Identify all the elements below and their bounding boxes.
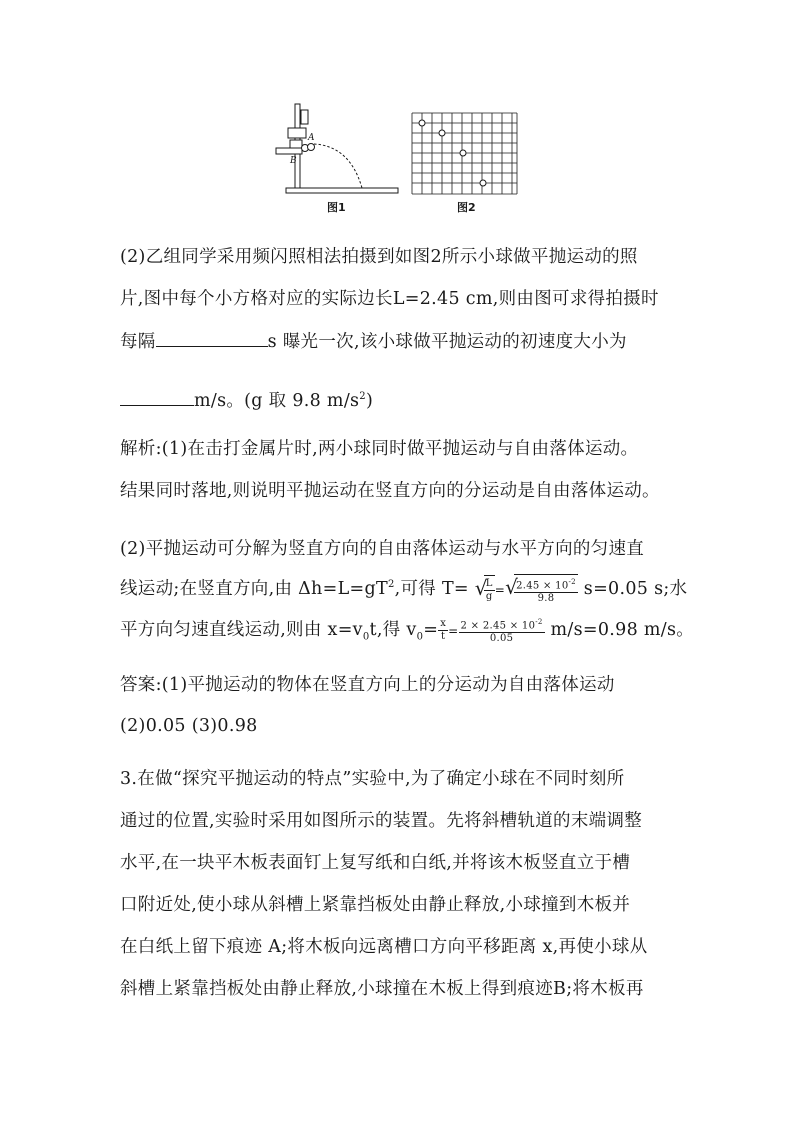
q3-line-1: 3.在做“探究平抛运动的特点”实验中,为了确定小球在不同时刻所 <box>120 769 625 789</box>
figure-1-apparatus <box>270 100 405 197</box>
analysis-line-5-sub2: 0 <box>416 631 424 643</box>
q2-line-4-sup: 2 <box>359 391 366 402</box>
sqrt-numeric: √ $\frac{2.45 \times 10^{-2}}{9.8}$ <box>505 574 576 604</box>
q2-line-4-end: ) <box>365 390 374 411</box>
answer-line-1: 答案:(1)平抛运动的物体在竖直方向上的分运动为自由落体运动 <box>120 675 615 695</box>
flash-point-1 <box>419 120 425 126</box>
frac4-num-sup: -2 <box>535 618 543 626</box>
flash-point-4 <box>480 180 486 186</box>
q2-line-3-post: s 曝光一次,该小球做平抛运动的初速度大小为 <box>267 332 627 352</box>
frac4-num: 2 × 2.45 × 10 <box>460 620 536 632</box>
analysis-line-5-post: m/s=0.98 m/s。 <box>544 620 695 641</box>
fig1-label-b: B <box>290 156 297 166</box>
q3-line-4: 口附近处,使小球从斜槽上紧靠挡板处由静止释放,小球撞到木板并 <box>120 895 631 915</box>
figure-2-grid <box>411 112 519 196</box>
answer-line-2: (2)0.05 (3)0.98 <box>120 716 258 736</box>
analysis-line-4-post: s=0.05 s;水 <box>577 578 688 599</box>
q2-line-1: (2)乙组同学采用频闪照相法拍摄到如图2所示小球做平抛运动的照 <box>120 247 638 267</box>
frac-x-over-t <box>438 618 448 643</box>
q3-line-6: 斜槽上紧靠挡板处由静止释放,小球撞在木板上得到痕迹B;将木板再 <box>120 979 644 999</box>
analysis-line-3: (2)平抛运动可分解为竖直方向的自由落体运动与水平方向的匀速直 <box>120 539 645 559</box>
analysis-line-5-mid2: = <box>423 620 439 641</box>
frac-velocity <box>459 616 545 645</box>
answer-blank-velocity[interactable] <box>120 387 194 406</box>
fig1-caption: 图1 <box>327 201 346 214</box>
analysis-line-5 <box>120 616 694 651</box>
analysis-line-2: 结果同时落地,则说明平抛运动在竖直方向的分运动是自由落体运动。 <box>120 481 660 501</box>
q3-line-3: 水平,在一块平木板表面钉上复写纸和白纸,并将该木板竖直立于槽 <box>120 853 631 873</box>
frac2-num-sup: -2 <box>568 577 576 586</box>
q2-line-3 <box>120 328 627 355</box>
q3-line-2: 通过的位置,实验时采用如图所示的装置。先将斜槽轨道的末端调整 <box>120 811 643 831</box>
analysis-line-1: 解析:(1)在击打金属片时,两小球同时做平抛运动与自由落体运动。 <box>120 439 639 459</box>
frac4-den: 0.05 <box>489 633 514 645</box>
q3-line-5: 在白纸上留下痕迹 A;将木板向远离槽口方向平移距离 x,再使小球从 <box>120 937 648 957</box>
answer-blank-interval[interactable] <box>156 328 268 347</box>
q2-line-3-pre: 每隔 <box>120 332 156 352</box>
frac3-num: x <box>440 618 447 630</box>
equals-sign-2: = <box>448 624 459 639</box>
q2-line-2: 片,图中每个小方格对应的实际边长L=2.45 cm,则由图可求得拍摄时 <box>120 289 659 309</box>
frac1-den: g <box>485 591 493 603</box>
analysis-line-5-pre: 平方向匀速直线运动,则由 x=v <box>120 620 363 641</box>
q2-line-4 <box>120 384 373 414</box>
analysis-line-5-sub1: 0 <box>362 631 370 643</box>
q2-line-4-post: m/s。(g 取 9.8 m/s <box>194 390 360 411</box>
fig2-caption: 图2 <box>457 201 476 214</box>
frac2-num: 2.45 × 10 <box>516 579 569 591</box>
analysis-line-4-sup: 2 <box>387 579 395 590</box>
sqrt-l-over-g: √ $\frac{L}{g}$ <box>474 576 493 603</box>
analysis-line-4 <box>120 572 687 605</box>
flash-point-2 <box>439 130 445 136</box>
frac1-num: L <box>485 578 493 590</box>
frac2-den: 9.8 <box>537 592 555 604</box>
flash-point-3 <box>460 150 466 156</box>
frac3-den: t <box>441 631 446 643</box>
analysis-line-4-pre: 线运动;在竖直方向,由 Δh=L=gT <box>120 578 388 599</box>
analysis-line-5-mid1: t,得 v <box>369 620 417 641</box>
fig1-label-a: A <box>308 133 315 143</box>
equals-sign: = <box>494 582 506 597</box>
analysis-line-4-mid: ,可得 T= <box>394 578 469 599</box>
